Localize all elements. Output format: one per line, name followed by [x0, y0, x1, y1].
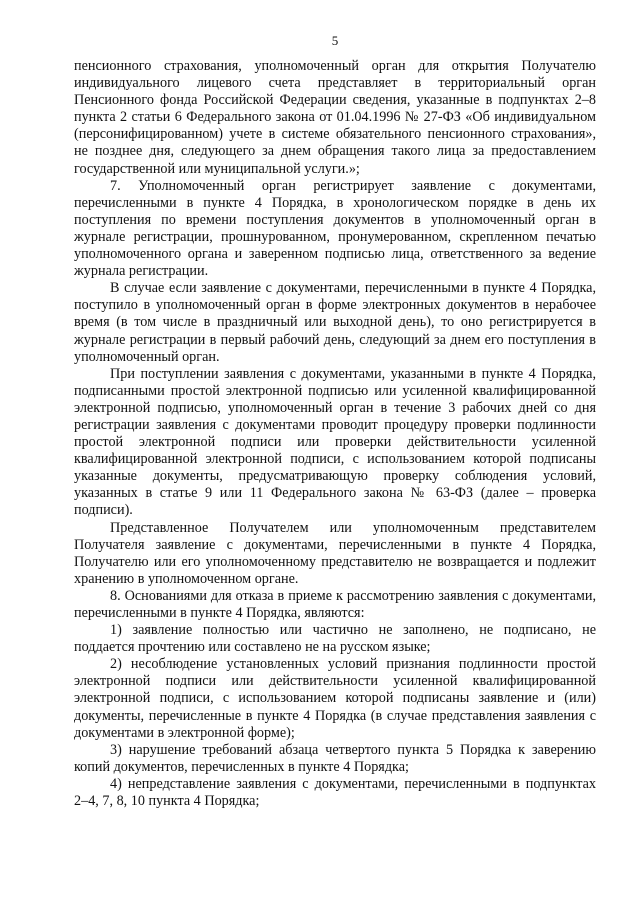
document-body	[74, 58, 596, 810]
paragraph-subitem-3: 3) нарушение требований абзаца четвертого пункта 5 Порядка к заверению копий документов, перечисленных в пункте 4 Порядка;	[74, 741, 596, 775]
paragraph-subitem-4: 4) непредставление заявления с документами, перечисленными в подпунктах 2–4, 7, 8, 10 пункта 4 Порядка;	[74, 775, 596, 810]
paragraph-storage: Представленное Получателем или уполномоченным представителем Получателя заявление с документами, перечисленными в пункте 4 Порядка, Получателю или его уполномоченному представителю не возвращается и подлежит хранению в уполномоченном органе.	[74, 519, 596, 587]
paragraph-subitem-1: 1) заявление полностью или частично не заполнено, не подписано, не поддается прочтению или составлено не на русском языке;	[74, 622, 596, 656]
page-number: 5	[331, 33, 339, 48]
paragraph-continuation: пенсионного страхования, уполномоченный орган для открытия Получателю индивидуального лицевого счета представляет в территориальный орган Пенсионного фонда Российской Федерации сведения, указанные в подпунктах 2–8 пункта 2 статьи 6 Федерального закона от 01.04.1996 № 27-ФЗ «Об индивидуальном (персонифицированном) учете в системе обязательного пенсионного страхования», не позднее дня, следующего за днем обращения такого лица за предоставлением государственной или муниципальной услуги.»;	[74, 58, 596, 177]
paragraph-electronic-nonworking-time: В случае если заявление с документами, перечисленными в пункте 4 Порядка, поступило в уполномоченный орган в форме электронных документов в нерабочее время (в том числе в праздничный или выходной день), то оно регистрируется в журнале регистрации в первый рабочий день, следующий за днем его поступления в уполномоченный орган.	[74, 280, 596, 365]
paragraph-subitem-2: 2) несоблюдение установленных условий признания подлинности простой электронной подписи или действительности усиленной квалифицированной электронной подписи, с использованием которой подписаны заявление и (или) документы, перечисленные в пункте 4 Порядка (в случае представления заявления с документами в электронной форме);	[74, 656, 596, 741]
paragraph-item-7: 7. Уполномоченный орган регистрирует заявление с документами, перечисленными в пункте 4 Порядка, в хронологическом порядке в день их поступления по времени поступления документов в уполномоченный орган в журнале регистрации, прошнурованном, пронумерованном, скрепленном печатью уполномоченного органа и заверенном подписью лица, ответственного за ведение журнала регистрации.	[74, 177, 596, 280]
paragraph-item-8: 8. Основаниями для отказа в приеме к рассмотрению заявления с документами, перечисленными в пункте 4 Порядка, являются:	[74, 587, 596, 621]
paragraph-signature-check: При поступлении заявления с документами, указанными в пункте 4 Порядка, подписанными простой электронной подписью или усиленной квалифицированной электронной подписью, уполномоченный орган в течение 3 рабочих дней со дня регистрации заявления с документами проводит процедуру проверки подлинности простой электронной подписи или проверки действительности усиленной квалифицированной электронной подписи, с использованием которой подписаны указанные документы, предусматривающую проверку соблюдения условий, указанных в статье 9 или 11 Федерального закона № 63-ФЗ (далее – проверка подписи).	[74, 365, 596, 519]
